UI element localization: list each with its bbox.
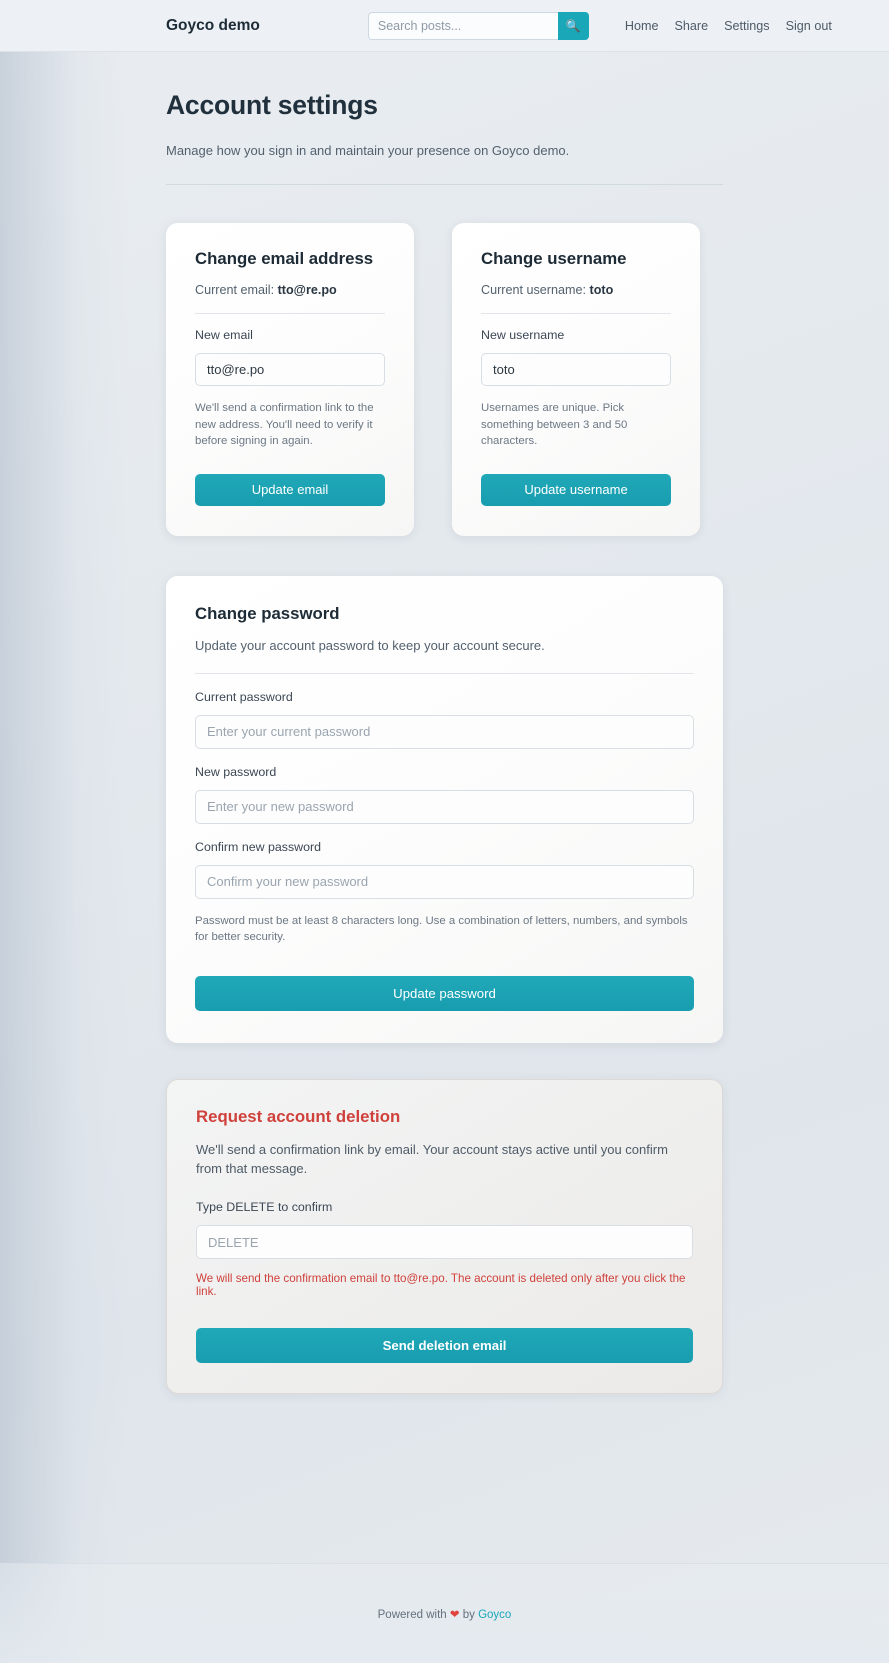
- change-password-subtitle: Update your account password to keep your account secure.: [195, 637, 545, 653]
- request-account-deletion-subtitle: We'll send a confirmation link by email. Your account stays active until you confirm from that message.: [196, 1141, 668, 1176]
- new-username-label: New username: [481, 328, 565, 342]
- footer-text: [378, 1607, 512, 1621]
- delete-warning-note: We will send the confirmation email to tto@re.po. The account is deleted only after you click the link.: [196, 1272, 686, 1299]
- request-account-deletion-title: Request account deletion: [196, 1106, 401, 1126]
- request-account-deletion-card: [166, 1079, 723, 1395]
- current-password-label: Current password: [195, 689, 293, 704]
- new-email-label: New email: [195, 328, 253, 342]
- search-icon[interactable]: 🔍: [558, 12, 589, 40]
- main-content: [0, 90, 889, 1544]
- nav-link-settings[interactable]: Settings: [724, 18, 770, 33]
- page-title: Account settings: [166, 90, 378, 120]
- change-email-card: [166, 223, 414, 536]
- confirm-password-input[interactable]: [195, 865, 694, 899]
- delete-confirm-label: Type DELETE to confirm: [196, 1200, 333, 1215]
- change-username-title: Change username: [481, 249, 627, 268]
- change-username-card: [452, 223, 700, 536]
- new-password-input[interactable]: [195, 790, 694, 824]
- current-username-label: Current username:: [481, 283, 586, 297]
- email-help-text: We'll send a confirmation link to the new address. You'll need to verify it before signing in again.: [195, 402, 374, 448]
- send-deletion-email-button[interactable]: Send deletion email: [196, 1328, 693, 1363]
- nav-link-share[interactable]: Share: [674, 18, 709, 33]
- current-username-value: toto: [589, 283, 614, 297]
- bottom-spacer: [166, 1394, 723, 1544]
- nav-links: [625, 19, 832, 33]
- settings-row: [166, 223, 723, 536]
- page-subtitle: Manage how you sign in and maintain your presence on Goyco demo.: [166, 143, 570, 158]
- password-card-rule: [195, 673, 694, 674]
- change-password-card: [166, 576, 723, 1043]
- change-password-title: Change password: [195, 603, 340, 623]
- username-card-rule: [481, 313, 671, 314]
- update-email-button[interactable]: Update email: [195, 474, 385, 506]
- current-email-line: [195, 283, 385, 297]
- confirm-password-label: Confirm new password: [195, 839, 322, 854]
- brand-logo[interactable]: Goyco demo: [166, 16, 260, 34]
- change-email-title: Change email address: [195, 249, 374, 268]
- new-email-input[interactable]: [195, 353, 385, 386]
- heart-icon: ❤: [449, 1608, 460, 1621]
- current-email-value: tto@re.po: [277, 283, 337, 297]
- footer-prefix: Powered with: [377, 1608, 447, 1621]
- username-help-text: Usernames are unique. Pick something between 3 and 50 characters.: [481, 402, 628, 448]
- update-username-button[interactable]: Update username: [481, 474, 671, 506]
- delete-confirm-input[interactable]: [196, 1225, 693, 1259]
- update-password-button[interactable]: Update password: [195, 976, 694, 1011]
- current-username-line: [481, 283, 671, 297]
- current-email-label: Current email:: [195, 283, 275, 297]
- footer-middle: by: [462, 1608, 475, 1621]
- nav-link-home[interactable]: Home: [624, 18, 659, 33]
- page-footer: [0, 1563, 889, 1663]
- new-username-input[interactable]: [481, 353, 671, 386]
- nav-link-sign-out[interactable]: Sign out: [785, 18, 832, 33]
- password-help-text: Password must be at least 8 characters long. Use a combination of letters, numbers, and symbols for better security.: [195, 914, 688, 944]
- new-password-label: New password: [195, 764, 277, 779]
- email-card-rule: [195, 313, 385, 314]
- search-input[interactable]: [368, 12, 558, 40]
- current-password-input[interactable]: [195, 715, 694, 749]
- top-navbar: [0, 0, 889, 52]
- navbar-inner: [0, 12, 889, 40]
- search-bar: [368, 12, 589, 40]
- footer-link-goyco[interactable]: Goyco: [478, 1608, 512, 1621]
- header-divider: [166, 184, 723, 185]
